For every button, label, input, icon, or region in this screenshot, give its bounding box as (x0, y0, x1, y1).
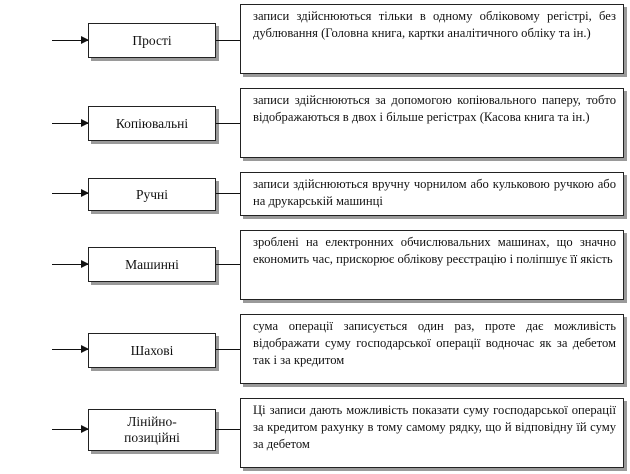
type-box-simple (88, 23, 216, 58)
desc-text-copy: записи здійснюються за допомогою копіювального паперу, тобто відображаються в двох і більше регістрах (Касова книга та ін.) (253, 93, 616, 124)
type-label-simple: Прості (132, 32, 172, 48)
connector-4 (216, 264, 240, 265)
connector-1 (216, 40, 240, 41)
desc-box-machine (240, 230, 624, 300)
desc-text-simple: записи здійснюються тільки в одному обліковому регістрі, без дублювання (Головна книга, картки аналітичного обліку та ін.) (253, 9, 616, 40)
desc-box-simple (240, 4, 624, 74)
arrow-6 (52, 429, 88, 430)
arrow-1 (52, 40, 88, 41)
connector-3 (216, 193, 240, 194)
type-label-linear: Лінійно-позиційні (124, 414, 180, 445)
desc-text-linear: Ці записи дають можливість показати суму господарської операції за кредитом рахунку в тому самому рядку, що й відповідну їй суму за дебетом (253, 403, 616, 451)
type-label-manual: Ручні (135, 186, 169, 202)
desc-text-chess: сума операції записується один раз, проте дає можливість відображати суму господарської операції водночас як за дебетом так і за кредитом (253, 319, 616, 367)
connector-5 (216, 349, 240, 350)
connector-2 (216, 123, 240, 124)
type-box-chess (88, 333, 216, 368)
type-label-chess: Шахові (130, 342, 174, 358)
desc-box-manual (240, 172, 624, 216)
arrow-5 (52, 349, 88, 350)
desc-box-copy (240, 88, 624, 158)
arrow-4 (52, 264, 88, 265)
desc-text-machine: зроблені на електронних обчислювальних машинах, що значно економить час, прискорює облікову реєстрацію і поліпшує її якість (253, 235, 616, 266)
connector-6 (216, 429, 240, 430)
type-label-copy: Копіювальні (115, 115, 189, 131)
arrow-3 (52, 193, 88, 194)
type-box-manual (88, 178, 216, 211)
desc-box-linear (240, 398, 624, 468)
type-box-copy (88, 106, 216, 141)
type-label-machine: Машинні (125, 256, 179, 272)
desc-box-chess (240, 314, 624, 384)
type-box-linear (88, 409, 216, 451)
type-box-machine (88, 247, 216, 282)
desc-text-manual: записи здійснюються вручну чорнилом або кульковою ручкою або на друкарській машинці (253, 177, 616, 208)
arrow-2 (52, 123, 88, 124)
